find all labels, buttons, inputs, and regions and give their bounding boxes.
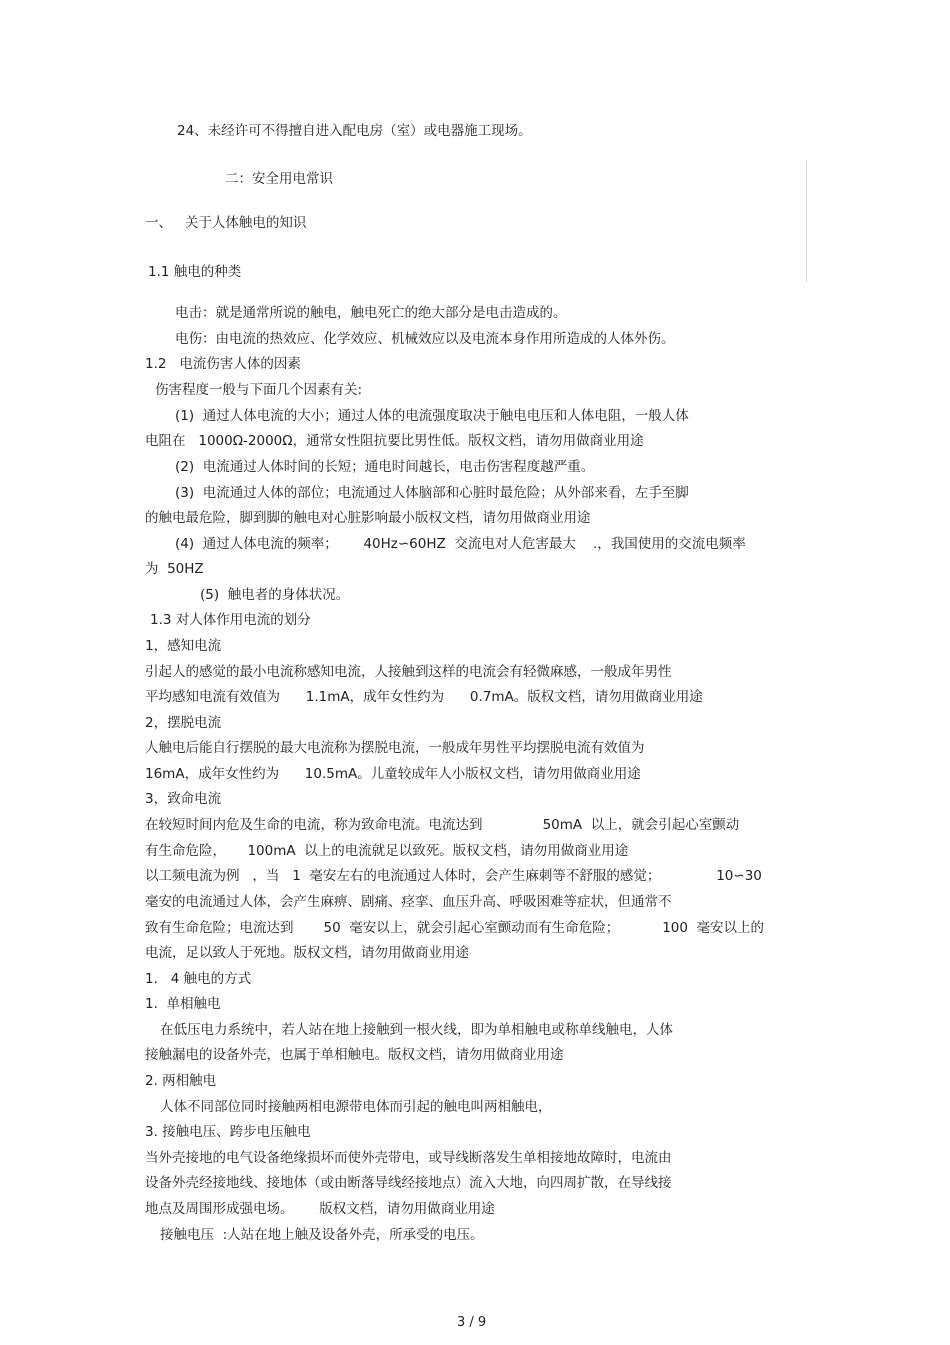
doc-line: 电击：就是通常所说的触电，触电死亡的绝大部分是电击造成的。 bbox=[175, 305, 567, 321]
section-heading: 二：安全用电常识 bbox=[225, 171, 333, 187]
doc-line: 地点及周围形成强电场。 版权文档，请勿用做商业用途 bbox=[145, 1201, 495, 1217]
doc-line: 当外壳接地的电气设备绝缘损坏而使外壳带电，或导线断落发生单相接地故障时，电流由 bbox=[145, 1150, 672, 1166]
page-number: 3 / 9 bbox=[457, 1315, 487, 1330]
doc-line: 有生命危险， 100mA 以上的电流就足以致死。版权文档，请勿用做商业用途 bbox=[145, 843, 629, 859]
doc-line: 电流，足以致人于死地。版权文档，请勿用做商业用途 bbox=[145, 945, 469, 961]
doc-line: (2) 电流通过人体时间的长短；通电时间越长，电击伤害程度越严重。 bbox=[175, 459, 595, 475]
doc-line: 电阻在 1000Ω-2000Ω，通常女性阻抗要比男性低。版权文档，请勿用做商业用途 bbox=[145, 433, 644, 449]
subsection-heading: 1. 单相触电 bbox=[145, 996, 221, 1012]
doc-line: (3) 电流通过人体的部位；电流通过人体脑部和心脏时最危险；从外部来看，左手至脚 bbox=[175, 485, 689, 501]
doc-line: 设备外壳经接地线、接地体（或由断落导线经接地点）流入大地，向四周扩散，在导线接 bbox=[145, 1175, 672, 1191]
doc-line: 接触电压 :人站在地上触及设备外壳，所承受的电压。 bbox=[160, 1227, 484, 1243]
subsection-heading: 3. 接触电压、跨步电压触电 bbox=[145, 1124, 311, 1140]
doc-line: 毫安的电流通过人体，会产生麻痹、剧痛、痉挛、血压升高、呼吸困难等症状，但通常不 bbox=[145, 894, 672, 910]
subsection-heading: 1.3 对人体作用电流的划分 bbox=[150, 612, 311, 628]
section-heading: 一、 关于人体触电的知识 bbox=[145, 215, 307, 231]
doc-line: 伤害程度一般与下面几个因素有关: bbox=[155, 382, 363, 398]
doc-line: 为 50HZ bbox=[145, 561, 204, 577]
doc-line: 在低压电力系统中，若人站在地上接触到一根火线，即为单相触电或称单线触电，人体 bbox=[160, 1022, 673, 1038]
doc-line: 的触电最危险，脚到脚的触电对心脏影响最小版权文档，请勿用做商业用途 bbox=[145, 510, 591, 526]
doc-line: 人体不同部位同时接触两相电源带电体而引起的触电叫两相触电， bbox=[160, 1099, 552, 1115]
subsection-heading: 1. 4 触电的方式 bbox=[145, 971, 252, 987]
doc-line: 平均感知电流有效值为 1.1mA，成年女性约为 0.7mA。版权文档，请勿用做商业用途 bbox=[145, 689, 703, 705]
doc-line: 电伤：由电流的热效应、化学效应、机械效应以及电流本身作用所造成的人体外伤。 bbox=[175, 331, 675, 347]
doc-line: 人触电后能自行摆脱的最大电流称为摆脱电流，一般成年男性平均摆脱电流有效值为 bbox=[145, 740, 645, 756]
doc-line: 16mA，成年女性约为 10.5mA。儿童较成年人小版权文档，请勿用做商业用途 bbox=[145, 766, 641, 782]
doc-line: (4) 通过人体电流的频率； 40Hz∽60HZ 交流电对人危害最大 .，我国使用的交流电频率 bbox=[175, 536, 746, 552]
doc-line: 在较短时间内危及生命的电流，称为致命电流。电流达到 50mA 以上，就会引起心室颤动 bbox=[145, 817, 740, 833]
doc-line: 致有生命危险；电流达到 50 毫安以上，就会引起心室颤动而有生命危险； 100 毫安以上的 bbox=[145, 920, 765, 936]
subsection-heading: 1.2 电流伤害人体的因素 bbox=[145, 356, 301, 372]
subsection-heading: 2，摆脱电流 bbox=[145, 715, 222, 731]
doc-line: 以工频电流为例 ，当 1 毫安左右的电流通过人体时，会产生麻刺等不舒服的感觉； 10∽30 bbox=[145, 868, 762, 884]
doc-line: 接触漏电的设备外壳，也属于单相触电。版权文档，请勿用做商业用途 bbox=[145, 1047, 564, 1063]
margin-rule bbox=[806, 160, 807, 282]
doc-line: (1) 通过人体电流的大小；通过人体的电流强度取决于触电电压和人体电阻，一般人体 bbox=[175, 408, 689, 424]
doc-line: 24、未经许可不得擅自进入配电房（室）或电器施工现场。 bbox=[177, 123, 532, 139]
subsection-heading: 2. 两相触电 bbox=[145, 1073, 217, 1089]
doc-line: (5) 触电者的身体状况。 bbox=[200, 587, 350, 603]
subsection-heading: 1，感知电流 bbox=[145, 638, 222, 654]
doc-line: 引起人的感觉的最小电流称感知电流，人接触到这样的电流会有轻微麻感，一般成年男性 bbox=[145, 664, 672, 680]
subsection-heading: 1.1 触电的种类 bbox=[148, 264, 242, 280]
subsection-heading: 3，致命电流 bbox=[145, 791, 222, 807]
